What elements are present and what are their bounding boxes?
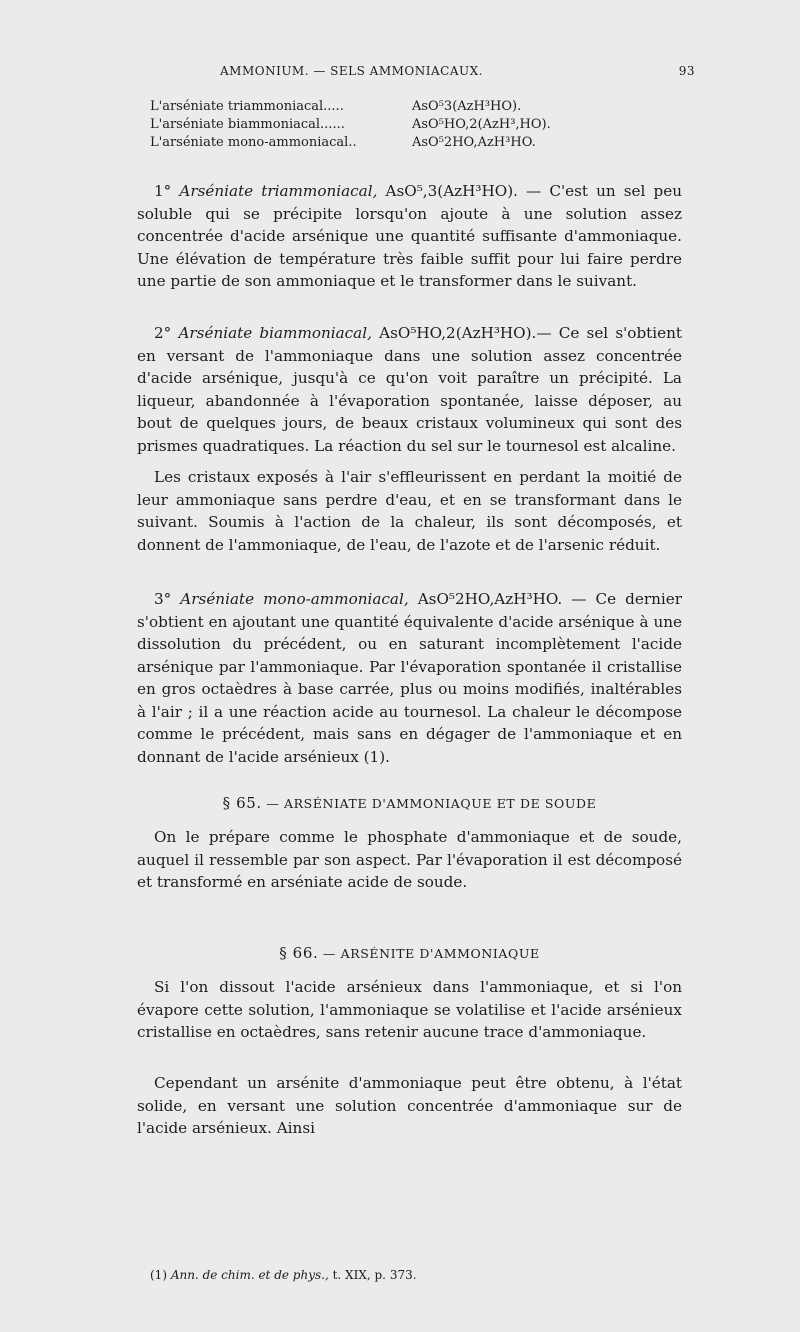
paragraph-title: Arséniate biammoniacal, [178,324,372,342]
running-header [150,64,695,78]
formula-value: AsO⁵2HO,AzH³HO. [412,135,536,150]
section-number: § 65. [222,794,262,812]
paragraph-title: Arséniate mono-ammoniacal, [180,590,409,608]
formula-value: AsO⁵3(AzH³HO). [412,99,522,114]
header-title: AMMONIUM. — SELS AMMONIACAUX. [220,64,483,78]
paragraph-triammoniacal [137,180,682,293]
formula-row [150,116,710,134]
formula-list [150,98,710,152]
paragraph-biammoniacal [137,322,682,457]
section-title: — ARSÉNIATE D'AMMONIAQUE ET DE SOUDE [261,796,597,811]
section-number: § 66. [279,944,319,962]
section-heading-66 [137,944,682,962]
formula-name: L'arséniate biammoniacal...... [150,117,345,132]
paragraph-arseniate-soude [137,826,682,894]
paragraph-lead: 3° [154,590,181,608]
footnote-reference: t. XIX, p. 373. [328,1268,417,1282]
paragraph-text: AsO⁵,3(AzH³HO). — C'est un sel peu soluble qui se précipite lorsqu'on ajoute à une solution assez concentrée d'acide arsénique une quantité suffisante d'ammoniaque. Une élévation de température très faible suffit pour lui faire perdre une partie de son ammoniaque et le transformer dans le suivant. [137,182,682,290]
section-heading-65 [137,794,682,812]
paragraph-lead: 1° [154,182,180,200]
footnote-source: Ann. de chim. et de phys., [170,1268,329,1282]
paragraph-text: AsO⁵HO,2(AzH³HO).— Ce sel s'obtient en versant de l'ammoniaque dans une solution assez concentrée d'acide arsénique, jusqu'à ce qu'on voit paraître un précipité. La liqueur, abandonnée à l'évaporation spontanée, laisse déposer, au bout de quelques jours, de beaux cristaux volumineux qui sont des prismes quadratiques. La réaction du sel sur le tournesol est alcaline. [137,324,682,455]
formula-name: L'arséniate mono-ammoniacal.. [150,135,357,150]
paragraph-arsenite [137,976,682,1044]
formula-name: L'arséniate triammoniacal..... [150,99,344,114]
paragraph-lead: 2° [154,324,179,342]
paragraph-text: AsO⁵2HO,AzH³HO. — Ce dernier s'obtient en ajoutant une quantité équivalente d'acide arsénique à une dissolution du précédent, ou en saturant incomplètement l'acide arsénique par l'ammoniaque. Par l'évaporation spontanée il cristallise en gros octaèdres à base carrée, plus ou moins modifiés, inaltérables à l'air ; il a une réaction acide au tournesol. La chaleur le décompose comme le précédent, mais sans en dégager de l'ammoniaque et en donnant de l'acide arsénieux (1). [137,590,682,766]
page-number: 93 [678,64,695,78]
footnote [150,1268,670,1282]
paragraph-text: Cependant un arsénite d'ammoniaque peut être obtenu, à l'état solide, en versant une solution concentrée d'ammoniaque sur de l'acide arsénieux. Ainsi [137,1074,682,1137]
paragraph-text: Si l'on dissout l'acide arsénieux dans l'ammoniaque, et si l'on évapore cette solution, l'ammoniaque se volatilise et l'acide arsénieux cristallise en octaèdres, sans retenir aucune trace d'ammoniaque. [137,978,682,1041]
section-title: — ARSÉNITE D'AMMONIAQUE [318,946,540,961]
formula-row [150,98,710,116]
paragraph-arsenite-solide [137,1072,682,1140]
paragraph-title: Arséniate triammoniacal, [179,182,378,200]
paragraph-text: On le prépare comme le phosphate d'ammoniaque et de soude, auquel il ressemble par son aspect. Par l'évaporation il est décomposé et transformé en arséniate acide de soude. [137,828,682,891]
paragraph-efflorescence [137,466,682,556]
footnote-number: (1) [150,1268,171,1282]
paragraph-text: Les cristaux exposés à l'air s'effleurissent en perdant la moitié de leur ammoniaque sans perdre d'eau, et en se transformant dans le suivant. Soumis à l'action de la chaleur, ils sont décomposés, et donnent de l'ammoniaque, de l'eau, de l'azote et de l'arsenic réduit. [137,468,682,554]
paragraph-mono-ammoniacal [137,588,682,768]
formula-value: AsO⁵HO,2(AzH³,HO). [412,117,551,132]
formula-row [150,134,710,152]
